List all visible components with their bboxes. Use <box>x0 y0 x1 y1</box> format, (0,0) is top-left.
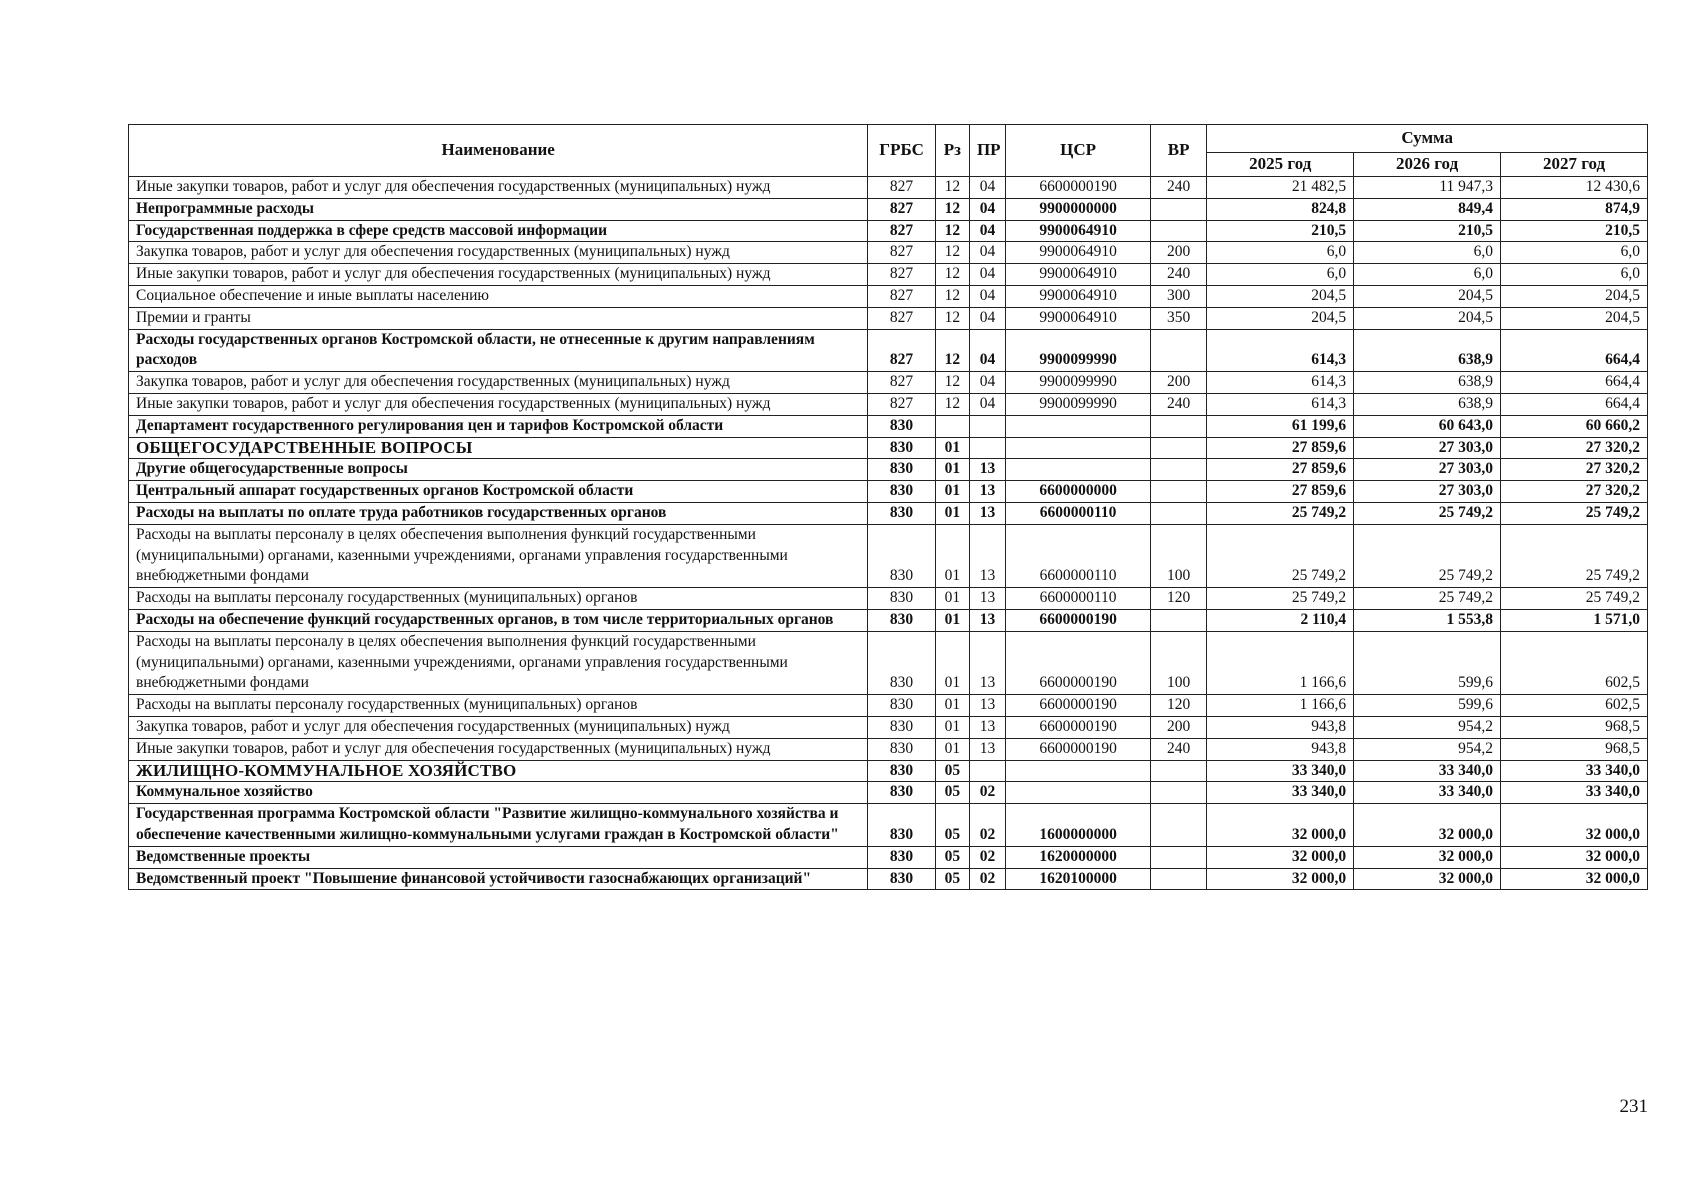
cell-rz: 12 <box>935 307 969 329</box>
cell-y2026: 638,9 <box>1354 329 1501 372</box>
cell-y2027: 33 340,0 <box>1501 782 1648 804</box>
cell-y2025: 6,0 <box>1207 242 1354 264</box>
table-row <box>129 695 1648 717</box>
cell-y2025: 25 749,2 <box>1207 524 1354 587</box>
cell-rz: 01 <box>935 588 969 610</box>
cell-pr: 02 <box>969 804 1005 847</box>
cell-y2027: 27 320,2 <box>1501 437 1648 459</box>
cell-y2025: 614,3 <box>1207 393 1354 415</box>
cell-csr: 6600000190 <box>1006 716 1151 738</box>
cell-name: Закупка товаров, работ и услуг для обеспечения государственных (муниципальных) нужд <box>129 372 868 394</box>
table-row <box>129 329 1648 372</box>
cell-y2025: 204,5 <box>1207 285 1354 307</box>
cell-vr <box>1150 459 1206 481</box>
cell-vr <box>1150 329 1206 372</box>
cell-y2027: 32 000,0 <box>1501 804 1648 847</box>
cell-y2025: 943,8 <box>1207 716 1354 738</box>
cell-name: Расходы государственных органов Костромской области, не отнесенные к другим направлениям расходов <box>129 329 868 372</box>
cell-y2027: 32 000,0 <box>1501 846 1648 868</box>
table-row <box>129 307 1648 329</box>
cell-grbs: 830 <box>868 609 935 631</box>
cell-vr: 240 <box>1150 738 1206 760</box>
cell-vr <box>1150 760 1206 782</box>
cell-rz: 12 <box>935 220 969 242</box>
cell-y2026: 25 749,2 <box>1354 588 1501 610</box>
cell-pr: 04 <box>969 307 1005 329</box>
cell-csr <box>1006 415 1151 437</box>
cell-y2027: 6,0 <box>1501 242 1648 264</box>
cell-grbs: 830 <box>868 738 935 760</box>
cell-pr: 04 <box>969 198 1005 220</box>
header-rz: Рз <box>935 125 969 177</box>
cell-y2026: 27 303,0 <box>1354 437 1501 459</box>
cell-pr: 13 <box>969 609 1005 631</box>
header-name: Наименование <box>129 125 868 177</box>
cell-csr: 6600000110 <box>1006 524 1151 587</box>
cell-csr: 6600000000 <box>1006 481 1151 503</box>
cell-grbs: 827 <box>868 242 935 264</box>
cell-name: Закупка товаров, работ и услуг для обеспечения государственных (муниципальных) нужд <box>129 716 868 738</box>
cell-y2026: 60 643,0 <box>1354 415 1501 437</box>
cell-rz: 12 <box>935 285 969 307</box>
cell-rz: 12 <box>935 242 969 264</box>
cell-grbs: 827 <box>868 285 935 307</box>
table-row <box>129 177 1648 199</box>
table-row <box>129 760 1648 782</box>
cell-rz: 05 <box>935 760 969 782</box>
table-row <box>129 285 1648 307</box>
cell-rz: 01 <box>935 716 969 738</box>
cell-y2027: 664,4 <box>1501 393 1648 415</box>
cell-pr: 02 <box>969 846 1005 868</box>
table-row <box>129 804 1648 847</box>
cell-rz: 01 <box>935 502 969 524</box>
cell-vr: 200 <box>1150 242 1206 264</box>
cell-y2027: 204,5 <box>1501 307 1648 329</box>
table-row <box>129 264 1648 286</box>
cell-y2025: 943,8 <box>1207 738 1354 760</box>
cell-grbs: 830 <box>868 760 935 782</box>
table-row <box>129 782 1648 804</box>
cell-vr <box>1150 609 1206 631</box>
cell-csr: 1620000000 <box>1006 846 1151 868</box>
cell-vr: 120 <box>1150 588 1206 610</box>
cell-vr <box>1150 502 1206 524</box>
cell-y2025: 61 199,6 <box>1207 415 1354 437</box>
cell-csr: 1600000000 <box>1006 804 1151 847</box>
cell-y2027: 968,5 <box>1501 738 1648 760</box>
cell-csr: 6600000190 <box>1006 695 1151 717</box>
cell-rz: 01 <box>935 459 969 481</box>
cell-y2026: 6,0 <box>1354 242 1501 264</box>
cell-pr: 13 <box>969 738 1005 760</box>
cell-vr: 350 <box>1150 307 1206 329</box>
page-number: 231 <box>1619 1096 1648 1117</box>
cell-rz <box>935 415 969 437</box>
cell-y2027: 32 000,0 <box>1501 868 1648 890</box>
cell-name: Расходы на выплаты по оплате труда работников государственных органов <box>129 502 868 524</box>
cell-y2026: 33 340,0 <box>1354 782 1501 804</box>
cell-name: Центральный аппарат государственных органов Костромской области <box>129 481 868 503</box>
cell-y2025: 614,3 <box>1207 329 1354 372</box>
cell-name: ЖИЛИЩНО-КОММУНАЛЬНОЕ ХОЗЯЙСТВО <box>129 760 868 782</box>
cell-csr: 9900064910 <box>1006 307 1151 329</box>
cell-y2025: 210,5 <box>1207 220 1354 242</box>
cell-name: Непрограммные расходы <box>129 198 868 220</box>
table-row <box>129 437 1648 459</box>
cell-csr: 9900064910 <box>1006 285 1151 307</box>
cell-csr: 6600000190 <box>1006 631 1151 694</box>
cell-grbs: 830 <box>868 437 935 459</box>
cell-y2025: 1 166,6 <box>1207 695 1354 717</box>
cell-vr <box>1150 782 1206 804</box>
cell-rz: 01 <box>935 437 969 459</box>
cell-y2027: 25 749,2 <box>1501 502 1648 524</box>
cell-rz: 01 <box>935 524 969 587</box>
cell-csr: 6600000110 <box>1006 588 1151 610</box>
cell-y2026: 32 000,0 <box>1354 868 1501 890</box>
cell-rz: 12 <box>935 177 969 199</box>
cell-y2027: 664,4 <box>1501 329 1648 372</box>
cell-name: ОБЩЕГОСУДАРСТВЕННЫЕ ВОПРОСЫ <box>129 437 868 459</box>
cell-rz: 05 <box>935 846 969 868</box>
cell-y2026: 25 749,2 <box>1354 524 1501 587</box>
cell-pr: 13 <box>969 716 1005 738</box>
cell-pr: 02 <box>969 782 1005 804</box>
cell-grbs: 827 <box>868 307 935 329</box>
cell-rz: 12 <box>935 198 969 220</box>
cell-rz: 01 <box>935 609 969 631</box>
cell-pr: 13 <box>969 524 1005 587</box>
cell-y2027: 968,5 <box>1501 716 1648 738</box>
cell-rz: 01 <box>935 631 969 694</box>
cell-vr <box>1150 804 1206 847</box>
cell-rz: 12 <box>935 393 969 415</box>
cell-y2027: 602,5 <box>1501 631 1648 694</box>
cell-y2025: 33 340,0 <box>1207 760 1354 782</box>
table-row <box>129 846 1648 868</box>
cell-grbs: 827 <box>868 220 935 242</box>
cell-name: Закупка товаров, работ и услуг для обеспечения государственных (муниципальных) нужд <box>129 242 868 264</box>
cell-y2026: 33 340,0 <box>1354 760 1501 782</box>
cell-y2027: 25 749,2 <box>1501 588 1648 610</box>
cell-y2026: 6,0 <box>1354 264 1501 286</box>
cell-rz: 05 <box>935 804 969 847</box>
cell-vr: 100 <box>1150 631 1206 694</box>
cell-name: Расходы на выплаты персоналу в целях обеспечения выполнения функций государственными (муниципальными) органами, казенными учреждениями, органами управления государственными внебюджетными фондами <box>129 631 868 694</box>
cell-csr: 9900064910 <box>1006 264 1151 286</box>
cell-y2025: 32 000,0 <box>1207 804 1354 847</box>
cell-y2026: 210,5 <box>1354 220 1501 242</box>
cell-rz: 01 <box>935 695 969 717</box>
cell-y2025: 25 749,2 <box>1207 588 1354 610</box>
cell-y2026: 1 553,8 <box>1354 609 1501 631</box>
cell-y2027: 27 320,2 <box>1501 459 1648 481</box>
cell-y2027: 602,5 <box>1501 695 1648 717</box>
cell-y2027: 27 320,2 <box>1501 481 1648 503</box>
cell-pr: 04 <box>969 329 1005 372</box>
cell-pr: 02 <box>969 868 1005 890</box>
cell-csr: 1620100000 <box>1006 868 1151 890</box>
cell-vr: 300 <box>1150 285 1206 307</box>
cell-name: Иные закупки товаров, работ и услуг для обеспечения государственных (муниципальных) нужд <box>129 177 868 199</box>
cell-csr: 9900000000 <box>1006 198 1151 220</box>
cell-grbs: 830 <box>868 846 935 868</box>
cell-name: Иные закупки товаров, работ и услуг для обеспечения государственных (муниципальных) нужд <box>129 264 868 286</box>
table-row <box>129 588 1648 610</box>
cell-pr <box>969 437 1005 459</box>
cell-y2027: 204,5 <box>1501 285 1648 307</box>
cell-vr: 200 <box>1150 372 1206 394</box>
table-row <box>129 524 1648 587</box>
cell-pr: 13 <box>969 481 1005 503</box>
cell-name: Премии и гранты <box>129 307 868 329</box>
cell-csr <box>1006 459 1151 481</box>
cell-csr: 6600000110 <box>1006 502 1151 524</box>
cell-rz: 01 <box>935 481 969 503</box>
cell-name: Другие общегосударственные вопросы <box>129 459 868 481</box>
cell-grbs: 827 <box>868 198 935 220</box>
cell-grbs: 827 <box>868 329 935 372</box>
cell-pr: 04 <box>969 242 1005 264</box>
cell-grbs: 830 <box>868 524 935 587</box>
cell-name: Иные закупки товаров, работ и услуг для обеспечения государственных (муниципальных) нужд <box>129 738 868 760</box>
cell-y2025: 2 110,4 <box>1207 609 1354 631</box>
cell-name: Расходы на выплаты персоналу государственных (муниципальных) органов <box>129 695 868 717</box>
cell-y2027: 874,9 <box>1501 198 1648 220</box>
cell-y2026: 849,4 <box>1354 198 1501 220</box>
cell-y2026: 32 000,0 <box>1354 846 1501 868</box>
table-row <box>129 502 1648 524</box>
cell-vr: 240 <box>1150 393 1206 415</box>
cell-y2026: 27 303,0 <box>1354 459 1501 481</box>
cell-y2026: 599,6 <box>1354 695 1501 717</box>
cell-csr: 6600000190 <box>1006 609 1151 631</box>
cell-pr <box>969 760 1005 782</box>
cell-name: Расходы на выплаты персоналу государственных (муниципальных) органов <box>129 588 868 610</box>
cell-grbs: 830 <box>868 415 935 437</box>
header-csr: ЦСР <box>1006 125 1151 177</box>
cell-name: Коммунальное хозяйство <box>129 782 868 804</box>
cell-rz: 12 <box>935 264 969 286</box>
cell-y2025: 27 859,6 <box>1207 459 1354 481</box>
budget-table <box>128 124 1648 890</box>
table-row <box>129 242 1648 264</box>
cell-pr: 04 <box>969 220 1005 242</box>
header-year-2027: 2027 год <box>1501 153 1648 177</box>
cell-csr: 6600000190 <box>1006 177 1151 199</box>
table-row <box>129 220 1648 242</box>
cell-name: Государственная поддержка в сфере средств массовой информации <box>129 220 868 242</box>
cell-csr: 9900064910 <box>1006 220 1151 242</box>
table-row <box>129 481 1648 503</box>
table-row <box>129 372 1648 394</box>
cell-pr: 04 <box>969 177 1005 199</box>
cell-pr: 13 <box>969 459 1005 481</box>
cell-pr <box>969 415 1005 437</box>
cell-y2025: 32 000,0 <box>1207 868 1354 890</box>
cell-vr <box>1150 868 1206 890</box>
cell-csr <box>1006 782 1151 804</box>
cell-grbs: 830 <box>868 481 935 503</box>
cell-vr: 120 <box>1150 695 1206 717</box>
cell-vr: 100 <box>1150 524 1206 587</box>
cell-grbs: 830 <box>868 459 935 481</box>
cell-y2027: 210,5 <box>1501 220 1648 242</box>
cell-grbs: 830 <box>868 868 935 890</box>
cell-name: Иные закупки товаров, работ и услуг для обеспечения государственных (муниципальных) нужд <box>129 393 868 415</box>
cell-y2026: 954,2 <box>1354 738 1501 760</box>
cell-csr <box>1006 760 1151 782</box>
cell-pr: 04 <box>969 264 1005 286</box>
cell-y2026: 204,5 <box>1354 285 1501 307</box>
cell-grbs: 830 <box>868 502 935 524</box>
cell-vr <box>1150 846 1206 868</box>
cell-y2025: 6,0 <box>1207 264 1354 286</box>
cell-y2027: 12 430,6 <box>1501 177 1648 199</box>
cell-grbs: 830 <box>868 631 935 694</box>
cell-y2027: 6,0 <box>1501 264 1648 286</box>
cell-y2027: 33 340,0 <box>1501 760 1648 782</box>
cell-y2026: 25 749,2 <box>1354 502 1501 524</box>
cell-y2025: 21 482,5 <box>1207 177 1354 199</box>
cell-name: Департамент государственного регулирования цен и тарифов Костромской области <box>129 415 868 437</box>
cell-vr <box>1150 198 1206 220</box>
cell-rz: 05 <box>935 782 969 804</box>
table-row <box>129 459 1648 481</box>
cell-y2026: 954,2 <box>1354 716 1501 738</box>
cell-pr: 13 <box>969 588 1005 610</box>
table-row <box>129 631 1648 694</box>
cell-rz: 12 <box>935 329 969 372</box>
cell-y2026: 27 303,0 <box>1354 481 1501 503</box>
cell-grbs: 830 <box>868 804 935 847</box>
cell-y2025: 824,8 <box>1207 198 1354 220</box>
cell-name: Расходы на обеспечение функций государственных органов, в том числе территориальных органов <box>129 609 868 631</box>
cell-csr: 9900099990 <box>1006 393 1151 415</box>
table-row <box>129 415 1648 437</box>
cell-grbs: 827 <box>868 177 935 199</box>
cell-grbs: 827 <box>868 264 935 286</box>
table-row <box>129 738 1648 760</box>
header-year-2026: 2026 год <box>1354 153 1501 177</box>
table-header <box>129 125 1648 177</box>
table-body <box>129 177 1648 890</box>
cell-y2027: 25 749,2 <box>1501 524 1648 587</box>
cell-y2025: 33 340,0 <box>1207 782 1354 804</box>
cell-vr <box>1150 481 1206 503</box>
cell-y2025: 25 749,2 <box>1207 502 1354 524</box>
cell-y2025: 32 000,0 <box>1207 846 1354 868</box>
cell-rz: 05 <box>935 868 969 890</box>
header-vr: ВР <box>1150 125 1206 177</box>
cell-y2026: 638,9 <box>1354 393 1501 415</box>
cell-pr: 04 <box>969 393 1005 415</box>
cell-pr: 04 <box>969 372 1005 394</box>
cell-vr <box>1150 220 1206 242</box>
header-pr: ПР <box>969 125 1005 177</box>
cell-y2027: 60 660,2 <box>1501 415 1648 437</box>
cell-rz: 12 <box>935 372 969 394</box>
cell-vr: 240 <box>1150 264 1206 286</box>
cell-csr: 9900099990 <box>1006 329 1151 372</box>
cell-grbs: 827 <box>868 393 935 415</box>
header-grbs: ГРБС <box>868 125 935 177</box>
cell-grbs: 830 <box>868 782 935 804</box>
table-row <box>129 609 1648 631</box>
cell-y2026: 599,6 <box>1354 631 1501 694</box>
cell-y2027: 1 571,0 <box>1501 609 1648 631</box>
table-row <box>129 868 1648 890</box>
table-row <box>129 198 1648 220</box>
cell-pr: 04 <box>969 285 1005 307</box>
cell-pr: 13 <box>969 695 1005 717</box>
cell-y2025: 27 859,6 <box>1207 481 1354 503</box>
cell-name: Расходы на выплаты персоналу в целях обеспечения выполнения функций государственными (муниципальными) органами, казенными учреждениями, органами управления государственными внебюджетными фондами <box>129 524 868 587</box>
header-year-2025: 2025 год <box>1207 153 1354 177</box>
cell-y2026: 638,9 <box>1354 372 1501 394</box>
cell-rz: 01 <box>935 738 969 760</box>
cell-vr <box>1150 415 1206 437</box>
cell-y2026: 11 947,3 <box>1354 177 1501 199</box>
cell-grbs: 830 <box>868 588 935 610</box>
cell-y2026: 32 000,0 <box>1354 804 1501 847</box>
cell-csr <box>1006 437 1151 459</box>
cell-y2025: 27 859,6 <box>1207 437 1354 459</box>
cell-vr: 200 <box>1150 716 1206 738</box>
cell-name: Социальное обеспечение и иные выплаты населению <box>129 285 868 307</box>
header-sum: Сумма <box>1207 125 1648 153</box>
cell-csr: 6600000190 <box>1006 738 1151 760</box>
cell-y2025: 204,5 <box>1207 307 1354 329</box>
cell-name: Ведомственный проект "Повышение финансовой устойчивости газоснабжающих организаций" <box>129 868 868 890</box>
cell-grbs: 830 <box>868 695 935 717</box>
cell-grbs: 827 <box>868 372 935 394</box>
cell-y2026: 204,5 <box>1354 307 1501 329</box>
cell-y2027: 664,4 <box>1501 372 1648 394</box>
cell-pr: 13 <box>969 502 1005 524</box>
cell-y2025: 1 166,6 <box>1207 631 1354 694</box>
cell-csr: 9900064910 <box>1006 242 1151 264</box>
cell-y2025: 614,3 <box>1207 372 1354 394</box>
cell-vr: 240 <box>1150 177 1206 199</box>
table-row <box>129 716 1648 738</box>
cell-name: Государственная программа Костромской области "Развитие жилищно-коммунального хозяйства и обеспечение качественными жилищно-коммунальными услугами граждан в Костромской области" <box>129 804 868 847</box>
cell-name: Ведомственные проекты <box>129 846 868 868</box>
cell-grbs: 830 <box>868 716 935 738</box>
cell-csr: 9900099990 <box>1006 372 1151 394</box>
cell-vr <box>1150 437 1206 459</box>
cell-pr: 13 <box>969 631 1005 694</box>
table-row <box>129 393 1648 415</box>
